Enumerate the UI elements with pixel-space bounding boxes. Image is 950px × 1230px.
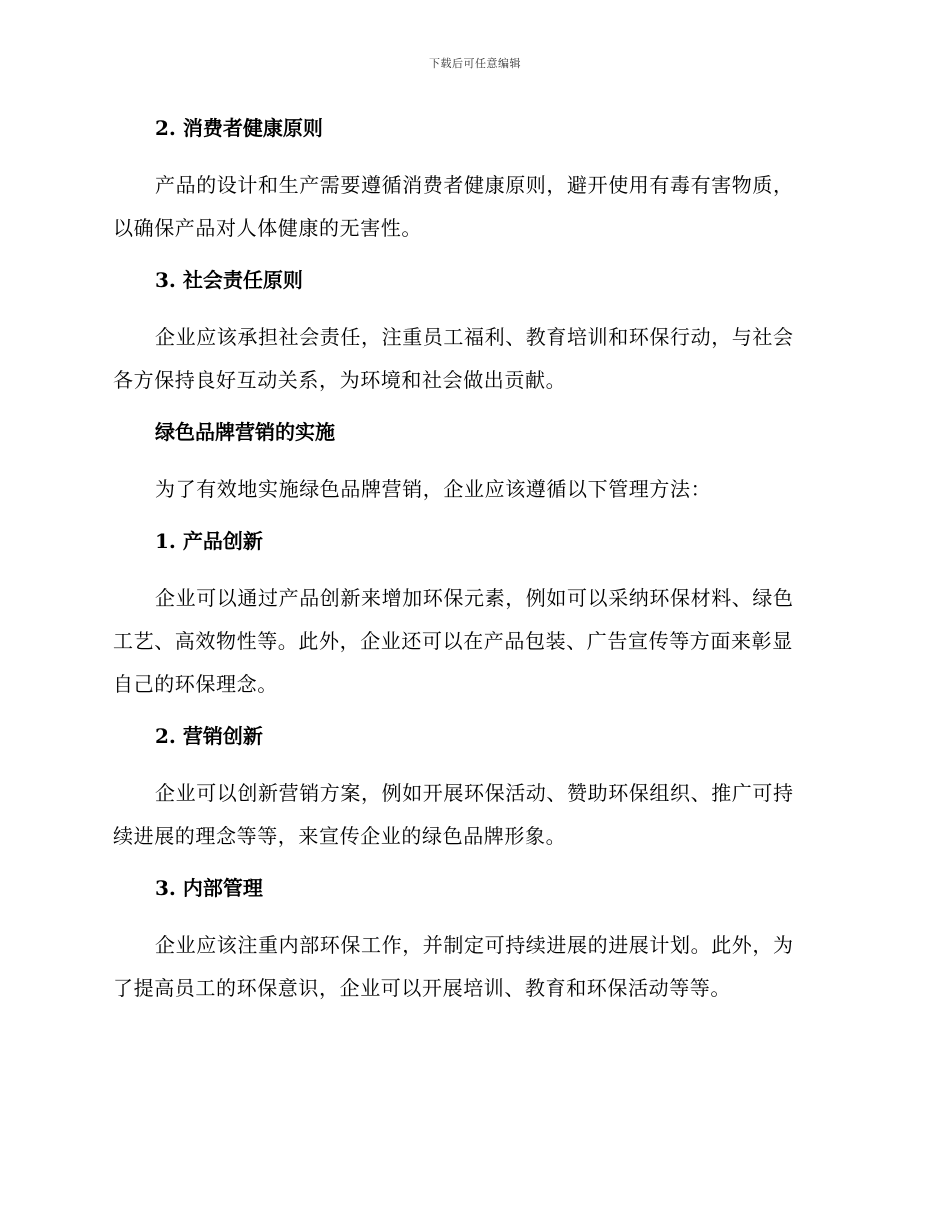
- paragraph-social-responsibility: [113, 316, 833, 402]
- paragraph-line: 企业应该承担社会责任，注重员工福利、教育培训和环保行动，与社会: [155, 325, 794, 349]
- page-header: 下载后可任意编辑: [429, 57, 521, 70]
- paragraph-implementation-intro: [113, 468, 833, 511]
- paragraph-line: 企业应该注重内部环保工作，并制定可持续进展的进展计划。此外，为: [155, 933, 794, 957]
- paragraph-line: 了提高员工的环保意识，企业可以开展培训、教育和环保活动等等。: [113, 976, 731, 1000]
- section-heading-marketing-innovation: 2. 营销创新: [155, 724, 263, 748]
- paragraph-line: 为了有效地实施绿色品牌营销，企业应该遵循以下管理方法：: [155, 477, 712, 501]
- paragraph-line: 自己的环保理念。: [113, 672, 278, 696]
- paragraph-marketing-innovation: [113, 772, 833, 858]
- paragraph-line: 工艺、高效物性等。此外，企业还可以在产品包装、广告宣传等方面来彰显: [113, 629, 793, 653]
- paragraph-consumer-health: [113, 164, 833, 250]
- section-heading-green-brand-implementation: 绿色品牌营销的实施: [155, 420, 335, 444]
- section-heading-product-innovation: 1. 产品创新: [155, 529, 263, 553]
- paragraph-internal-management: [113, 924, 833, 1010]
- section-heading-social-responsibility: 3. 社会责任原则: [155, 268, 303, 292]
- paragraph-line: 各方保持良好互动关系，为环境和社会做出贡献。: [113, 368, 567, 392]
- paragraph-line: 以确保产品对人体健康的无害性。: [113, 216, 422, 240]
- paragraph-line: 企业可以创新营销方案，例如开展环保活动、赞助环保组织、推广可持: [155, 781, 794, 805]
- paragraph-line: 续进展的理念等等，来宣传企业的绿色品牌形象。: [113, 824, 567, 848]
- paragraph-product-innovation: [113, 577, 833, 706]
- section-heading-consumer-health: 2. 消费者健康原则: [155, 116, 323, 140]
- section-heading-internal-management: 3. 内部管理: [155, 876, 263, 900]
- paragraph-line: 产品的设计和生产需要遵循消费者健康原则，避开使用有毒有害物质，: [155, 173, 794, 197]
- document-body: [113, 112, 833, 1024]
- paragraph-line: 企业可以通过产品创新来增加环保元素，例如可以采纳环保材料、绿色: [155, 586, 794, 610]
